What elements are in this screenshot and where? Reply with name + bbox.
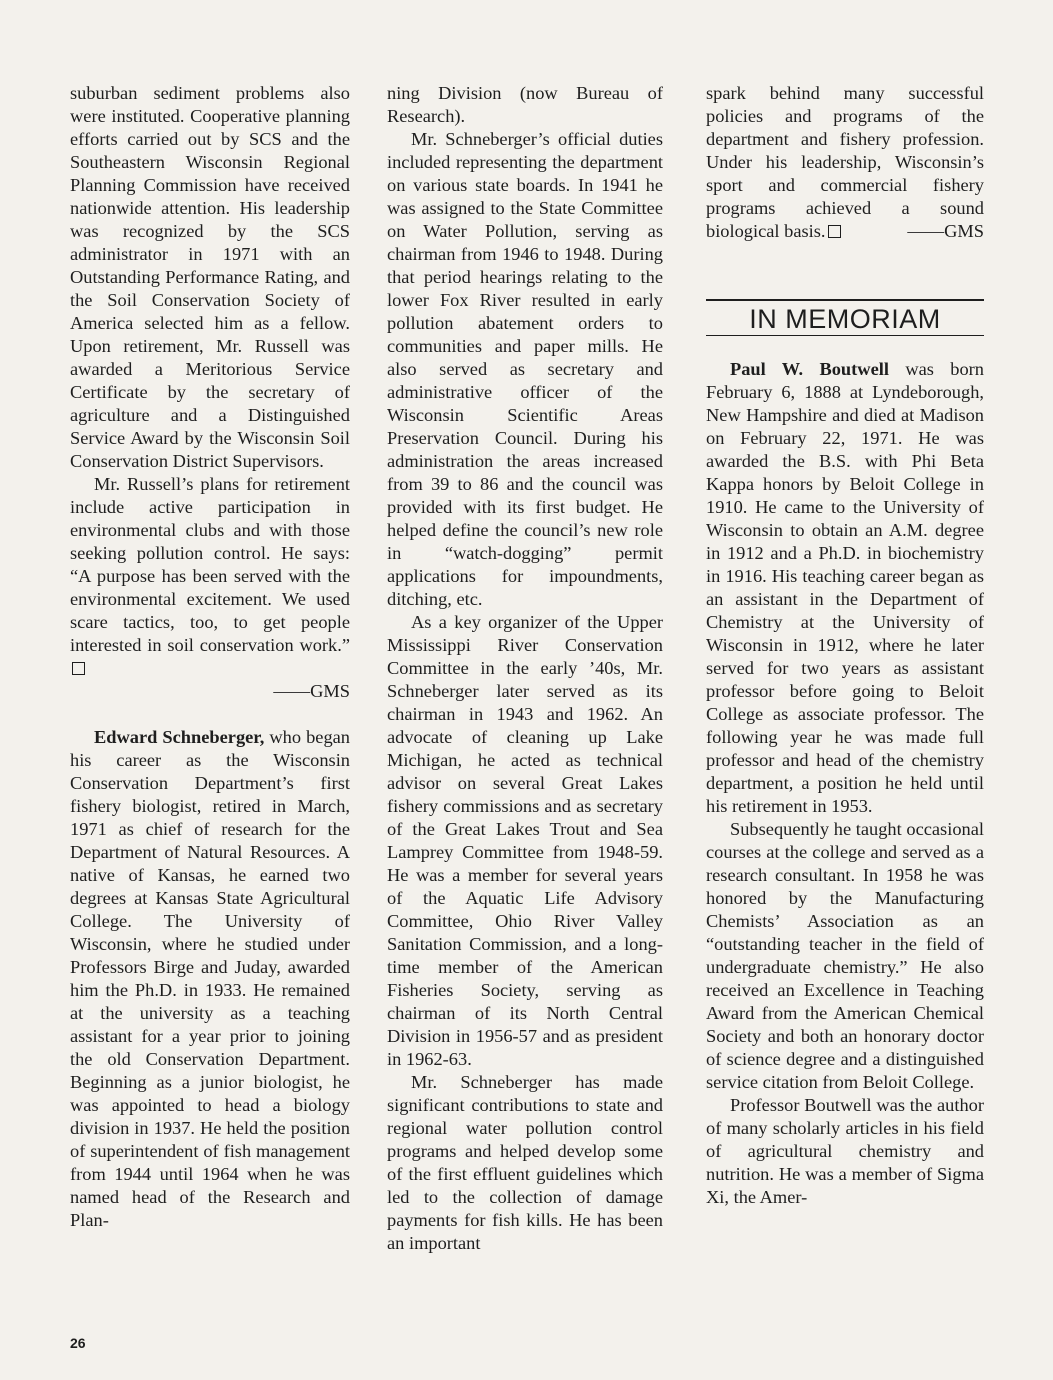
boutwell-paragraph-1-text: was born February 6, 1888 at Lyndeborough, New Hampshire and died at Madison on February 22, 1971. He was awarded the B.S. with Phi Beta Kappa honors by Beloit College in 1910. He came to the University of Wisconsin to obtain an A.M. degree in 1912 and a Ph.D. in biochemistry in 1916. His teaching career began as an assistant in the Department of Chemistry at the University of Wisconsin in 1912, where he later served for two years as assistant professor before going to Beloit College as associate professor. The following year he was made full professor and head of the chemistry department, a position he held until his retirement in 1953.: [706, 359, 984, 816]
schneberger-paragraph-1-text: who began his career as the Wisconsin Conservation Department’s first fishery biologist, retired in March, 1971 as chief of research for the Department of Natural Resources. A native of Kansas, he earned two degrees at Kansas State Agricultural College. The University of Wisconsin, where he studied under Professors Birge and Juday, awarded him the Ph.D. in 1933. He remained at the university as a teaching assistant for a year prior to joining the old Conservation Department. Beginning as a junior biologist, he was appointed to head a biology division in 1937. He held the position of superintendent of fish management from 1944 until 1964 when he was named head of the Research and Plan-: [70, 727, 350, 1230]
article-column-1: [70, 82, 350, 1232]
schneberger-paragraph-6-text: spark behind many successful policies and programs of the department and fishery profession. Under his leadership, Wisconsin’s sport and commercial fishery programs achieved a sound biological basis.: [706, 83, 984, 241]
russell-paragraph-2-text: Mr. Russell’s plans for retirement include active participation in environmental clubs and with those seeking pollution control. He says: “A purpose has been served with the environmental excitement. We used scare tactics, too, to get people interested in soil conservation work.”: [70, 474, 350, 655]
end-mark-icon: [72, 662, 85, 675]
schneberger-paragraph-2: ning Division (now Bureau of Research).: [387, 83, 663, 126]
russell-paragraph-2: [70, 473, 350, 680]
end-mark-icon: [828, 225, 841, 238]
boutwell-paragraph-1: [706, 358, 984, 818]
schneberger-paragraph-4: As a key organizer of the Upper Mississippi River Conservation Committee in the early ’40s, Mr. Schneberger later served as its chairman in 1943 and 1962. An advocate of cleaning up Lake Michigan, he acted as technical advisor on several Great Lakes fishery commissions and as secretary of the Great Lakes Trout and Sea Lamprey Committee from 1948-59. He was a member for several years of the Aquatic Life Advisory Committee, Ohio River Valley Sanitation Commission, and a long-time member of the American Fisheries Society, serving as chairman of its North Central Division in 1956-57 and as president in 1962-63.: [387, 612, 663, 1069]
author-signature: ——GMS: [273, 681, 350, 701]
person-name: Edward Schneberger,: [94, 727, 265, 747]
person-name: Paul W. Boutwell: [730, 359, 889, 379]
page-number: 26: [70, 1335, 86, 1351]
section-heading: IN MEMORIAM: [706, 299, 984, 336]
boutwell-paragraph-3: Professor Boutwell was the author of many scholarly articles in his field of agricultural chemistry and nutrition. He was a member of Sigma Xi, the Amer-: [706, 1095, 984, 1207]
schneberger-paragraph-6: [706, 82, 984, 243]
article-column-2: [387, 82, 663, 1255]
boutwell-paragraph-2: Subsequently he taught occasional courses at the college and served as a research consultant. In 1958 he was honored by the Manufacturing Chemists’ Association as an “outstanding teacher in the field of undergraduate chemistry.” He also received an Excellence in Teaching Award from the American Chemical Society and both an honorary doctor of science degree and a distinguished service citation from Beloit College.: [706, 819, 984, 1092]
russell-paragraph-1: suburban sediment problems also were instituted. Cooperative planning efforts carried out by SCS and the Southeastern Wisconsin Regional Planning Commission have received nationwide attention. His leadership was recognized by the SCS administrator in 1971 with an Outstanding Performance Rating, and the Soil Conservation Society of America selected him as a fellow. Upon retirement, Mr. Russell was awarded a Meritorious Service Certificate by the secretary of agriculture and a Distinguished Service Award by the Wisconsin Soil Conservation District Supervisors.: [70, 83, 350, 471]
schneberger-paragraph-5: Mr. Schneberger has made significant contributions to state and regional water pollution control programs and helped develop some of the first effluent guidelines which led to the collection of damage payments for fish kills. He has been an important: [387, 1072, 663, 1253]
schneberger-paragraph-1: [70, 726, 350, 1232]
article-column-3: [706, 82, 984, 1209]
schneberger-paragraph-3: Mr. Schneberger’s official duties included representing the department on various state boards. In 1941 he was assigned to the State Committee on Water Pollution, serving as chairman from 1946 to 1948. During that period hearings relating to the lower Fox River resulted in early pollution abatement orders to communities and paper mills. He also served as secretary and administrative officer of the Wisconsin Scientific Areas Preservation Council. During his administration the areas increased from 39 to 86 and the council was provided with its first budget. He helped define the council’s new role in “watch-dogging” permit applications for impoundments, ditching, etc.: [387, 129, 663, 609]
author-signature: ——GMS: [907, 221, 984, 241]
